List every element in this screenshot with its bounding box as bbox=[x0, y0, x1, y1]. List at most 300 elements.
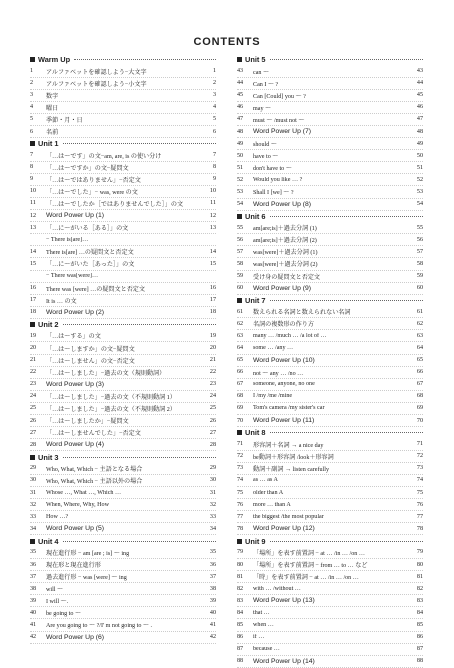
entry-number: 45 bbox=[237, 92, 244, 99]
toc-entry[interactable] bbox=[30, 427, 216, 439]
toc-section bbox=[237, 211, 423, 295]
entry-number: 25 bbox=[30, 405, 37, 412]
entry-number: 54 bbox=[237, 201, 244, 208]
entry-number: 65 bbox=[237, 357, 244, 364]
entry-number: 11 bbox=[30, 200, 36, 207]
toc-entry[interactable] bbox=[237, 632, 423, 644]
entry-page: 11 bbox=[210, 200, 216, 207]
entry-title: 数字 bbox=[46, 93, 59, 100]
entry-page: 79 bbox=[416, 549, 423, 556]
entry-page: 33 bbox=[209, 513, 216, 520]
entry-page: 85 bbox=[416, 621, 423, 628]
toc-entry[interactable] bbox=[237, 234, 423, 246]
toc-entry[interactable] bbox=[237, 258, 423, 270]
toc-entry[interactable] bbox=[237, 644, 423, 656]
toc-entry[interactable] bbox=[237, 186, 423, 198]
toc-entry[interactable] bbox=[237, 174, 423, 186]
entry-page: 41 bbox=[209, 621, 216, 628]
square-bullet-icon bbox=[30, 322, 35, 327]
toc-entry[interactable] bbox=[237, 222, 423, 234]
entry-number: 57 bbox=[237, 248, 244, 255]
toc-entry[interactable] bbox=[237, 391, 423, 403]
entry-number: 67 bbox=[237, 381, 244, 388]
toc-entry[interactable] bbox=[237, 306, 423, 318]
entry-title: 動詞＋副詞 → listen carefully bbox=[253, 466, 329, 473]
toc-entry[interactable] bbox=[30, 391, 216, 403]
entry-number: 36 bbox=[30, 561, 37, 568]
toc-entry[interactable] bbox=[30, 583, 216, 595]
entry-title: 「…は〜でした」− was, were の文 bbox=[46, 189, 138, 196]
toc-entry[interactable] bbox=[30, 523, 216, 535]
entry-number: 13 bbox=[30, 224, 37, 231]
entry-number: 61 bbox=[237, 308, 244, 315]
entry-title: Whose …, What …, Which … bbox=[46, 489, 122, 496]
entry-title: Word Power Up (9) bbox=[253, 284, 312, 292]
entry-page: 4 bbox=[212, 104, 216, 111]
toc-entry[interactable] bbox=[30, 595, 216, 607]
entry-title: 「…は〜ではありません」−否定文 bbox=[46, 177, 141, 184]
entry-title: Can I 〜 ? bbox=[253, 81, 279, 88]
toc-entry[interactable] bbox=[30, 511, 216, 523]
toc-entry[interactable] bbox=[30, 475, 216, 487]
entry-number: 16 bbox=[30, 285, 37, 292]
entry-number: 46 bbox=[237, 104, 244, 111]
entry-title: many … /much … /a lot of … bbox=[253, 332, 327, 339]
toc-entry[interactable] bbox=[30, 415, 216, 427]
entry-number: 69 bbox=[237, 405, 244, 412]
entry-page: 78 bbox=[416, 525, 423, 532]
entry-title: 「…は〜する」の文 bbox=[46, 334, 101, 341]
entry-page: 28 bbox=[209, 441, 216, 448]
section-heading bbox=[237, 535, 423, 547]
section-heading bbox=[30, 319, 216, 331]
entry-number: 17 bbox=[30, 297, 37, 304]
entry-number: 73 bbox=[237, 465, 244, 472]
entry-page: 52 bbox=[416, 176, 423, 183]
entry-title: Word Power Up (8) bbox=[253, 200, 312, 208]
entry-number: 60 bbox=[237, 285, 244, 292]
toc-entry[interactable] bbox=[30, 487, 216, 499]
entry-number: 80 bbox=[237, 561, 244, 568]
entry-title: if … bbox=[253, 634, 265, 641]
toc-entry[interactable] bbox=[237, 379, 423, 391]
toc-entry[interactable] bbox=[237, 102, 423, 114]
entry-number: 41 bbox=[30, 621, 37, 628]
section-divider bbox=[270, 541, 423, 542]
toc-entry[interactable] bbox=[30, 114, 216, 126]
entry-page: 25 bbox=[209, 405, 216, 412]
section-heading bbox=[30, 535, 216, 547]
toc-entry[interactable] bbox=[30, 619, 216, 631]
entry-number: 51 bbox=[237, 164, 244, 171]
square-bullet-icon bbox=[237, 298, 242, 303]
entry-number: 64 bbox=[237, 345, 244, 352]
entry-page: 45 bbox=[416, 92, 423, 99]
entry-page: 1 bbox=[212, 68, 216, 75]
entry-title: I will 〜. bbox=[46, 599, 69, 606]
section-divider bbox=[270, 216, 423, 217]
section-heading-text: Unit 3 bbox=[38, 452, 59, 462]
entry-page: 6 bbox=[212, 128, 216, 135]
entry-page: 37 bbox=[209, 573, 216, 580]
entry-title: was[were]＋過去分詞 (1) bbox=[253, 250, 318, 257]
entry-page: 80 bbox=[416, 561, 423, 568]
entry-title: was[were]＋過去分詞 (2) bbox=[253, 262, 318, 269]
entry-title: more … than A bbox=[253, 501, 291, 508]
entry-number: 23 bbox=[30, 381, 37, 388]
toc-entry[interactable] bbox=[30, 632, 216, 644]
section-divider bbox=[270, 300, 423, 301]
square-bullet-icon bbox=[30, 57, 35, 62]
toc-entry[interactable] bbox=[30, 198, 216, 210]
entry-number: 56 bbox=[237, 236, 244, 243]
toc-entry[interactable] bbox=[237, 487, 423, 499]
toc-entry[interactable] bbox=[30, 174, 216, 186]
entry-number: 77 bbox=[237, 513, 244, 520]
entry-title: 「…に〜がいた［あった］」の文 bbox=[46, 262, 135, 269]
entry-number: 76 bbox=[237, 501, 244, 508]
entry-number: 62 bbox=[237, 320, 244, 327]
entry-page: 46 bbox=[416, 104, 423, 111]
entry-number: 35 bbox=[30, 549, 37, 556]
toc-entry[interactable] bbox=[30, 150, 216, 162]
entry-number: 82 bbox=[237, 585, 244, 592]
entry-page: 12 bbox=[209, 212, 216, 219]
entry-page: 47 bbox=[416, 116, 423, 123]
entry-title: Word Power Up (7) bbox=[253, 128, 312, 136]
toc-entry[interactable] bbox=[237, 66, 423, 78]
entry-number: 31 bbox=[30, 489, 37, 496]
entry-title: Word Power Up (5) bbox=[46, 525, 105, 533]
entry-page: 88 bbox=[416, 658, 423, 665]
entry-title: 現在進行形 − am [are ; is] 〜 ing bbox=[46, 550, 130, 557]
entry-number: 78 bbox=[237, 525, 244, 532]
entry-page: 9 bbox=[212, 176, 216, 183]
entry-page: 3 bbox=[212, 92, 216, 99]
toc-entry[interactable] bbox=[237, 330, 423, 342]
square-bullet-icon bbox=[30, 455, 35, 460]
toc-entry[interactable] bbox=[30, 295, 216, 307]
entry-number: 8 bbox=[30, 164, 34, 171]
toc-entry[interactable] bbox=[30, 246, 216, 258]
entry-number: 58 bbox=[237, 260, 244, 267]
toc-entry[interactable] bbox=[237, 78, 423, 90]
section-divider bbox=[63, 457, 216, 458]
toc-entry[interactable] bbox=[237, 342, 423, 354]
toc-entry[interactable] bbox=[30, 307, 216, 319]
toc-entry[interactable] bbox=[237, 90, 423, 102]
entry-page: 84 bbox=[416, 609, 423, 616]
entry-page: 75 bbox=[416, 489, 423, 496]
entry-title: Word Power Up (13) bbox=[253, 597, 315, 605]
entry-title: older than A bbox=[253, 489, 284, 496]
entry-number: 30 bbox=[30, 477, 37, 484]
entry-number: 66 bbox=[237, 369, 244, 376]
entry-page: 8 bbox=[212, 164, 216, 171]
section-divider bbox=[63, 143, 216, 144]
entry-number: 88 bbox=[237, 658, 244, 665]
toc-entry[interactable] bbox=[237, 150, 423, 162]
entry-number: 1 bbox=[30, 68, 34, 75]
entry-page: 77 bbox=[416, 513, 423, 520]
toc-entry[interactable] bbox=[30, 283, 216, 295]
entry-title: 「…は〜しましたか」−疑問文 bbox=[46, 419, 129, 426]
entry-number: 37 bbox=[30, 573, 37, 580]
toc-entry[interactable] bbox=[30, 222, 216, 234]
entry-page: 30 bbox=[209, 477, 216, 484]
toc-entry[interactable] bbox=[30, 210, 216, 222]
entry-page: 32 bbox=[209, 501, 216, 508]
entry-number: 59 bbox=[237, 273, 244, 280]
section-divider bbox=[63, 541, 216, 542]
entry-page: 26 bbox=[209, 417, 216, 424]
toc-entry[interactable] bbox=[237, 355, 423, 367]
entry-page: 13 bbox=[209, 224, 216, 231]
section-heading bbox=[237, 295, 423, 307]
entry-number: 55 bbox=[237, 224, 244, 231]
entry-title: can 〜 bbox=[253, 69, 270, 76]
toc-entry[interactable] bbox=[237, 656, 423, 668]
entry-page: 64 bbox=[416, 345, 423, 352]
entry-title: 「時」を表す前置詞 − at … /in … /on … bbox=[253, 575, 359, 582]
entry-title: don't have to 〜 bbox=[253, 166, 292, 173]
toc-entry[interactable] bbox=[237, 559, 423, 571]
entry-page: 35 bbox=[209, 549, 216, 556]
entry-number: 40 bbox=[30, 609, 37, 616]
entry-title: Word Power Up (4) bbox=[46, 441, 105, 449]
page-title: CONTENTS bbox=[193, 36, 261, 48]
entry-title: some … /any … bbox=[253, 345, 294, 352]
entry-number: 21 bbox=[30, 357, 37, 364]
entry-page: 15 bbox=[209, 260, 216, 267]
toc-entry[interactable] bbox=[30, 162, 216, 174]
toc-entry[interactable] bbox=[237, 451, 423, 463]
toc-entry[interactable] bbox=[30, 330, 216, 342]
entry-title: 名前 bbox=[46, 130, 59, 137]
toc-entry[interactable] bbox=[237, 583, 423, 595]
entry-number: 68 bbox=[237, 393, 244, 400]
section-divider bbox=[270, 432, 423, 433]
entry-number: 49 bbox=[237, 140, 244, 147]
entry-number: 19 bbox=[30, 332, 37, 339]
section-heading-text: Unit 5 bbox=[245, 55, 266, 65]
entry-page: 70 bbox=[416, 417, 423, 424]
entry-title: I /my /me /mine bbox=[253, 393, 293, 400]
toc-entry[interactable] bbox=[30, 102, 216, 114]
toc-entry[interactable] bbox=[30, 571, 216, 583]
toc-entry[interactable] bbox=[237, 114, 423, 126]
square-bullet-icon bbox=[237, 57, 242, 62]
entry-page: 81 bbox=[416, 573, 423, 580]
entry-number: 85 bbox=[237, 621, 244, 628]
toc-entry[interactable] bbox=[30, 90, 216, 102]
entry-title: 「…は〜しました」−過去の文（不規則動詞 1） bbox=[46, 394, 176, 401]
toc-section bbox=[30, 138, 216, 319]
entry-number: 22 bbox=[30, 369, 37, 376]
toc-entry[interactable] bbox=[237, 607, 423, 619]
toc-entry[interactable] bbox=[237, 595, 423, 607]
entry-page: 53 bbox=[416, 188, 423, 195]
toc-entry[interactable] bbox=[237, 415, 423, 427]
section-heading bbox=[30, 138, 216, 150]
entry-page: 18 bbox=[209, 309, 216, 316]
entry-page: 69 bbox=[416, 405, 423, 412]
toc-entry[interactable] bbox=[237, 162, 423, 174]
toc-section bbox=[30, 319, 216, 451]
entry-title: with … /without … bbox=[253, 585, 301, 592]
entry-page: 39 bbox=[209, 597, 216, 604]
entry-page: 10 bbox=[209, 188, 216, 195]
toc-entry[interactable] bbox=[30, 258, 216, 270]
entry-number: 84 bbox=[237, 609, 244, 616]
entry-number: 71 bbox=[237, 441, 244, 448]
entry-number: 87 bbox=[237, 646, 244, 653]
toc-entry[interactable] bbox=[30, 186, 216, 198]
toc-entry[interactable] bbox=[237, 126, 423, 138]
entry-title: Tom's camera /my sister's car bbox=[253, 405, 325, 412]
entry-title: 「…は〜しません」の文−否定文 bbox=[46, 358, 135, 365]
entry-number: 70 bbox=[237, 417, 244, 424]
toc-entry[interactable] bbox=[30, 559, 216, 571]
entry-title: someone, anyone, no one bbox=[253, 381, 315, 388]
entry-page: 29 bbox=[209, 465, 216, 472]
toc-entry[interactable] bbox=[237, 318, 423, 330]
toc-entry[interactable] bbox=[237, 523, 423, 535]
toc-entry[interactable] bbox=[30, 367, 216, 379]
entry-number: 53 bbox=[237, 188, 244, 195]
toc-entry[interactable] bbox=[30, 342, 216, 354]
entry-page: 74 bbox=[416, 477, 423, 484]
toc-entry[interactable] bbox=[237, 475, 423, 487]
toc-entry[interactable] bbox=[237, 571, 423, 583]
entry-page: 44 bbox=[416, 80, 423, 87]
section-heading bbox=[237, 211, 423, 223]
entry-title: When, Where, Why, How bbox=[46, 501, 110, 508]
toc-entry[interactable] bbox=[237, 439, 423, 451]
entry-number: 28 bbox=[30, 441, 37, 448]
entry-number: 38 bbox=[30, 585, 37, 592]
entry-page: 72 bbox=[416, 453, 423, 460]
toc-entry[interactable] bbox=[30, 271, 216, 283]
toc-entry[interactable] bbox=[30, 379, 216, 391]
toc-entry[interactable] bbox=[237, 499, 423, 511]
entry-title: How …? bbox=[46, 513, 69, 520]
entry-title: 「…は〜しました」−過去の文（規則動詞） bbox=[46, 370, 166, 377]
toc-section bbox=[237, 54, 423, 211]
entry-title: 受け身の疑問文と否定文 bbox=[253, 274, 321, 281]
toc-section bbox=[30, 535, 216, 643]
entry-page: 71 bbox=[416, 441, 423, 448]
entry-number: 27 bbox=[30, 429, 37, 436]
entry-title: Are you going to 〜 ?/I' m not going to 〜 . bbox=[46, 623, 153, 630]
entry-page: 22 bbox=[209, 369, 216, 376]
section-heading-text: Unit 7 bbox=[245, 295, 266, 305]
entry-number: 3 bbox=[30, 92, 34, 99]
toc-entry[interactable] bbox=[237, 403, 423, 415]
entry-number: 63 bbox=[237, 332, 244, 339]
section-heading bbox=[237, 427, 423, 439]
toc-entry[interactable] bbox=[237, 246, 423, 258]
toc-section bbox=[30, 451, 216, 535]
toc-entry[interactable] bbox=[30, 463, 216, 475]
entry-page: 7 bbox=[212, 152, 216, 159]
toc-entry[interactable] bbox=[237, 511, 423, 523]
toc-entry[interactable] bbox=[30, 607, 216, 619]
toc-entry[interactable] bbox=[237, 271, 423, 283]
toc-section bbox=[237, 295, 423, 427]
entry-page: 43 bbox=[416, 68, 423, 75]
entry-title: because … bbox=[253, 646, 280, 653]
entry-title: 季節・月・日 bbox=[46, 117, 83, 124]
entry-page: 61 bbox=[416, 308, 423, 315]
entry-number: 48 bbox=[237, 128, 244, 135]
toc-entry[interactable] bbox=[30, 126, 216, 138]
entry-title: 「…は〜しませんでした」−否定文 bbox=[46, 431, 141, 438]
entry-title: have to 〜 bbox=[253, 154, 279, 161]
entry-title: − There was[were]… bbox=[46, 273, 99, 280]
toc-entry[interactable] bbox=[237, 463, 423, 475]
toc-entry[interactable] bbox=[237, 619, 423, 631]
section-heading-text: Unit 4 bbox=[38, 536, 59, 546]
toc-entry[interactable] bbox=[30, 234, 216, 246]
entry-title: 現在形と現在進行形 bbox=[46, 563, 101, 570]
toc-entry[interactable] bbox=[30, 403, 216, 415]
section-divider bbox=[74, 59, 216, 60]
entry-title: 「…は〜でしたか［ではありませんでした］」の文 bbox=[46, 201, 184, 208]
entry-page: 59 bbox=[416, 273, 423, 280]
entry-title: 曜日 bbox=[46, 105, 59, 112]
entry-number: 2 bbox=[30, 80, 34, 87]
entry-title: Word Power Up (2) bbox=[46, 308, 105, 316]
toc-entry[interactable] bbox=[237, 138, 423, 150]
entry-title: should 〜 bbox=[253, 142, 277, 149]
toc-column-right bbox=[237, 54, 423, 668]
entry-page: 60 bbox=[416, 285, 423, 292]
section-heading bbox=[30, 451, 216, 463]
entry-number: 9 bbox=[30, 176, 34, 183]
entry-page: 27 bbox=[209, 429, 216, 436]
entry-page: 20 bbox=[209, 345, 216, 352]
toc-entry[interactable] bbox=[30, 355, 216, 367]
toc-entry[interactable] bbox=[30, 439, 216, 451]
toc-entry[interactable] bbox=[30, 547, 216, 559]
toc-section bbox=[237, 427, 423, 535]
entry-title: 「…に〜がいる［ある］」の文 bbox=[46, 226, 129, 233]
toc-entry[interactable] bbox=[237, 199, 423, 211]
section-divider bbox=[270, 59, 423, 60]
toc-entry[interactable] bbox=[237, 367, 423, 379]
toc-entry[interactable] bbox=[30, 66, 216, 78]
entry-page: 49 bbox=[416, 140, 423, 147]
entry-page: 82 bbox=[416, 585, 423, 592]
entry-title: It is … の文 bbox=[46, 298, 77, 305]
toc-entry[interactable] bbox=[30, 78, 216, 90]
toc-entry[interactable] bbox=[237, 283, 423, 295]
entry-number: 86 bbox=[237, 634, 244, 641]
toc-entry[interactable] bbox=[30, 499, 216, 511]
entry-page: 24 bbox=[209, 393, 216, 400]
entry-number: 39 bbox=[30, 597, 37, 604]
entry-number: 81 bbox=[237, 573, 244, 580]
toc-entry[interactable] bbox=[237, 547, 423, 559]
entry-number: 42 bbox=[30, 634, 37, 641]
entry-page: 83 bbox=[416, 597, 423, 604]
entry-number: 79 bbox=[237, 549, 244, 556]
entry-page: 34 bbox=[209, 525, 216, 532]
entry-title: アルファベットを確認しよう−小文字 bbox=[46, 81, 147, 88]
entry-number: 75 bbox=[237, 489, 244, 496]
entry-title: may 〜 bbox=[253, 105, 272, 112]
